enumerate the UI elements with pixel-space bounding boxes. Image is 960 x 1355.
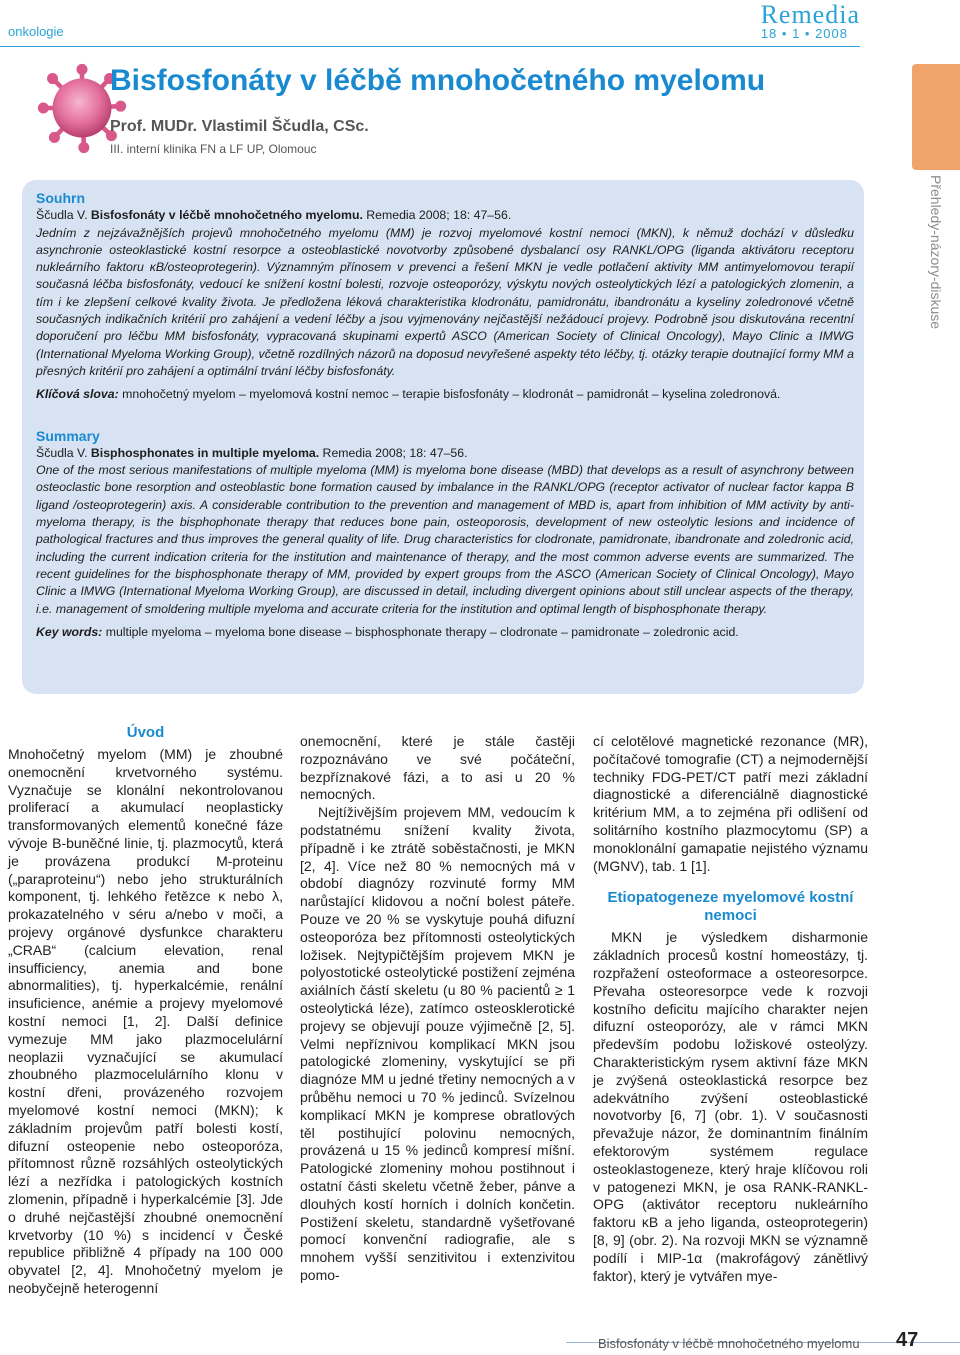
- paragraph: Mnohočetný myelom (MM) je zhoubné onemocnění krvetvorného systému. Vyznačuje se klonální nekontrolovanou proliferací a akumulací neoplasticky transformovaných elementů konečné fáze vývoje B-buněčné linie, tj. plazmocytů, která je provázena produkcí M-proteinu („paraproteinu“) nebo jeho strukturálních komponent, tj. lehkého řetězce κ nebo λ, prokazatelného v séru a/nebo v moči, a projevy orgánové dysfunkce charakteru „CRAB“ (calcium elevation, renal insufficiency, anemia and bone abnormalities), tj. hyperkalcémie, renální insuficience, anémie a projevy myelomové kostní nemoci [1, 2]. Další definice vymezuje MM jako plazmocelulární neoplazii vyznačující se akumulací zhoubného plazmocelulárního klonu v kostní dřeni, provázeného rozvojem myelomové kostní nemoci (MKN); k základním projevům patří bolesti kostí, difuzní osteopenie nebo osteoporóza, přítomnost různě rozsáhlých osteolytických lézí a nezřídka i patologických kostních zlomenin, případně i hyperkalcémie [3]. Jde o druhé nejčastější zhoubné onemocnění krvetvorby (10 %) s incidencí v České republice přibližně 4 případy na 100 000 obyvatel [2, 4]. Mnohočetný myelom je neobyčejně heterogenní: [8, 746, 283, 1296]
- article-title: Bisfosfonáty v léčbě mnohočetného myelomu: [110, 64, 766, 97]
- article-author: Prof. MUDr. Vlastimil Ščudla, CSc.: [110, 118, 369, 135]
- souhrn-citation: Ščudla V. Bisfosfonáty v léčbě mnohočetného myelomu. Remedia 2008; 18: 47–56.: [36, 208, 512, 223]
- summary-keywords: Key words: multiple myeloma – myeloma bone disease – bisphosphonate therapy – clodronate – pamidronate – zoledronic acid.: [36, 624, 739, 639]
- summary-heading: Summary: [36, 427, 100, 444]
- souhrn-heading: Souhrn: [36, 190, 85, 206]
- header-rule: [0, 46, 860, 47]
- summary-citation: Ščudla V. Bisphosphonates in multiple myeloma. Remedia 2008; 18: 47–56.: [36, 445, 468, 460]
- author-affiliation: III. interní klinika FN a LF UP, Olomouc: [110, 142, 317, 156]
- etiopatogeneze-heading: Etiopatogeneze myelomové kostní nemoci: [607, 889, 854, 925]
- paragraph: MKN je výsledkem disharmonie základních procesů kostní homeostázy, tj. rozpřažení osteoformace a osteoresorpce. Převaha osteoresorpce vede k rozvoji kostního deficitu majícího charakter nejen difuzní osteoporózy, ale v rámci MKN především podobu ložiskové osteolýzy. Charakteristickým rysem aktivní fáze MKN je zvýšená osteoklastická resorpce bez adekvátního zvýšení osteoblastické novotvorby [6, 7] (obr. 1). V současnosti převažuje názor, že dominantním finálním efektorovým systémem regulace osteoklastogeneze, který hraje klíčovou roli v patogenezi MKN, je osa RANK-RANKL-OPG (aktivátor receptoru nukleárního faktoru κB a jeho liganda, osteoprotegerin) [8, 9] (obr. 2). Na rozvoji MKN se významně podílí i MIP-1α (makrofágový zánětlivý faktor), který je vytvářen mye-: [593, 929, 868, 1284]
- uvod-heading: Úvod: [126, 724, 165, 741]
- body-column-3: [593, 733, 868, 1285]
- section-tab: [912, 64, 960, 170]
- paragraph: Nejtíživějším projevem MM, vedoucím k podstatnému snížení kvality života, případně i ke ztrátě soběstačnosti, je MKN [2, 4]. Více než 80 % nemocných má v období diagnózy rozvinuté formy MM narůstající klidovou a noční bolest páteře. Pouze ve 20 % se vyskytuje pouhá difuzní osteoporóza bez přítomnosti osteolytických ložisek. Nejtypičtějším projevem MKN je polyostotické osteolytické postižení zejména axiálních částí skeletu (u 80 % pacientů ≥ 1 osteolytická léze), zatímco osteosklerotické projevy se objevují pouze výjimečně [2, 5]. Velmi nepříznivou komplikací MKN jsou patologické zlomeniny, vyskytující se při diagnóze MM u jedné třetiny nemocných a v průběhu nemoci u 70 % jedinců. Svízelnou komplikací MKN je komprese obratlových těl postihující polovinu nemocných, provázená u 15 % jedinců kompresí míšní. Patologické zlomeniny mohou postihnout i ostatní části skeletu včetně žeber, pánve a dlouhých kostí horních i dolních končetin. Postižení skeletu, standardně vyšetřované pomocí konvenční radiografie, ale s mnohem vyšší senzitivitou i extenzivitou pomo-: [300, 804, 575, 1283]
- page-number: 47: [896, 1329, 919, 1351]
- running-title: Bisfosfonáty v léčbě mnohočetného myelomu: [598, 1336, 860, 1351]
- journal-section: onkologie: [8, 24, 64, 39]
- summary-text: One of the most serious manifestations of multiple myeloma (MM) is myeloma bone disease (MBD) that develops as a result of asynchrony between osteoclastic bone resorption and osteoblastic bone formation caused by imbalance in the RANKL/OPG (receptor activator of nuclear factor kappa B ligand /osteoprotegerin) axis. A considerable contribution to the prevention and management of MBD is, apart from inhibition of MM activity by anti-myeloma therapy, is the bisphophonate therapy that reduces bone pain, osteoporosis, development of new osteolytic lesions and incidence of pathological fractures and thus improves the general quality of life. Drug characteristics for clodronate, pamidronate, ibandronate and zoledronic acid, including the current indication criteria for the institution and maintenance of therapy, and the most common adverse events are summarized. The recent guidelines for the bisphosphonate therapy of MM, provided by expert groups from the ASCO (American Society of Clinical Oncology), Mayo Clinic a IMWG (International Myeloma Working Group), are discussed in detail, including divergent opinions about still unclear aspects of the therapy, i.e. management of smoldering multiple myeloma and accurate criteria for the institution and optimal length of bisphosphonate therapy.: [36, 463, 854, 616]
- paragraph: cí celotělové magnetické rezonance (MR), počítačové tomografie (CT) a nejmodernější techniky FDG-PET/CT patří mezi základní diagnostické a diferenciálně diagnostické kritérium MM, a to zejména při odlišení od solitárního kostního plazmocytomu (SP) a monoklonální gamapatie nejistého významu (MGNV), tab. 1 [1].: [593, 733, 868, 874]
- souhrn-text: Jedním z nejzávažnějších projevů mnohočetného myelomu (MM) je rozvoj myelomové kostní nemoci (MKN), k němuž dochází v důsledku asynchronie osteoklastické kostní resorpce a osteoblastické novotvorby způsobené dysbalancí osy RANKL/OPG (liganda aktivátoru receptoru nukleárního faktoru κB/osteoprotegerin). Významným přínosem v prevenci a řešení MKN je vedle potlačení aktivity MM antimyelomovou terapií současná léčba bisfosfonáty, vedoucí ke snížení kostní bolesti, rozvoje osteoporózy, výskytu nových osteolytických lézí a patologických zlomenin, a tím i ke zlepšení celkové kvality života. Je předložena léková charakteristika klodronátu, pamidronátu, ibandronátu a kyseliny zoledronové včetně současných indikačních kritérií pro zahájení a vedení léčby a jsou vyjmenovány nejčastější nežádoucí projevy. Podrobně jsou diskutována recentní doporučení pro léčbu MM bisfosfonáty, vypracovaná skupinami expertů ASCO (American Society of Clinical Oncology), Mayo Clinic a IMWG (International Myeloma Working Group), včetně rozdílných názorů na doposud nevyřešené aspekty této léčby, tj. otázky terapie doutnající formy MM a přesných kritérií pro zahájení a optimální trvání léčby bisfosfonáty.: [36, 225, 854, 378]
- section-side-label: Přehledy-názory-diskuse: [928, 175, 944, 330]
- body-column-1: [8, 722, 283, 1298]
- paragraph: onemocnění, které je stále častěji rozpoznáváno ve své počáteční, bezpříznakové fázi, a to asi u 20 % nemocných.: [300, 733, 575, 803]
- issue-number: 18 • 1 • 2008: [760, 26, 848, 41]
- body-column-2: [300, 733, 575, 1285]
- journal-brand: Remedia: [760, 0, 860, 29]
- souhrn-keywords: Klíčová slova: mnohočetný myelom – myelomová kostní nemoc – terapie bisfosfonáty – klodronát – pamidronát – kyselina zoledronová.: [36, 387, 781, 402]
- abstract-box: [22, 180, 864, 694]
